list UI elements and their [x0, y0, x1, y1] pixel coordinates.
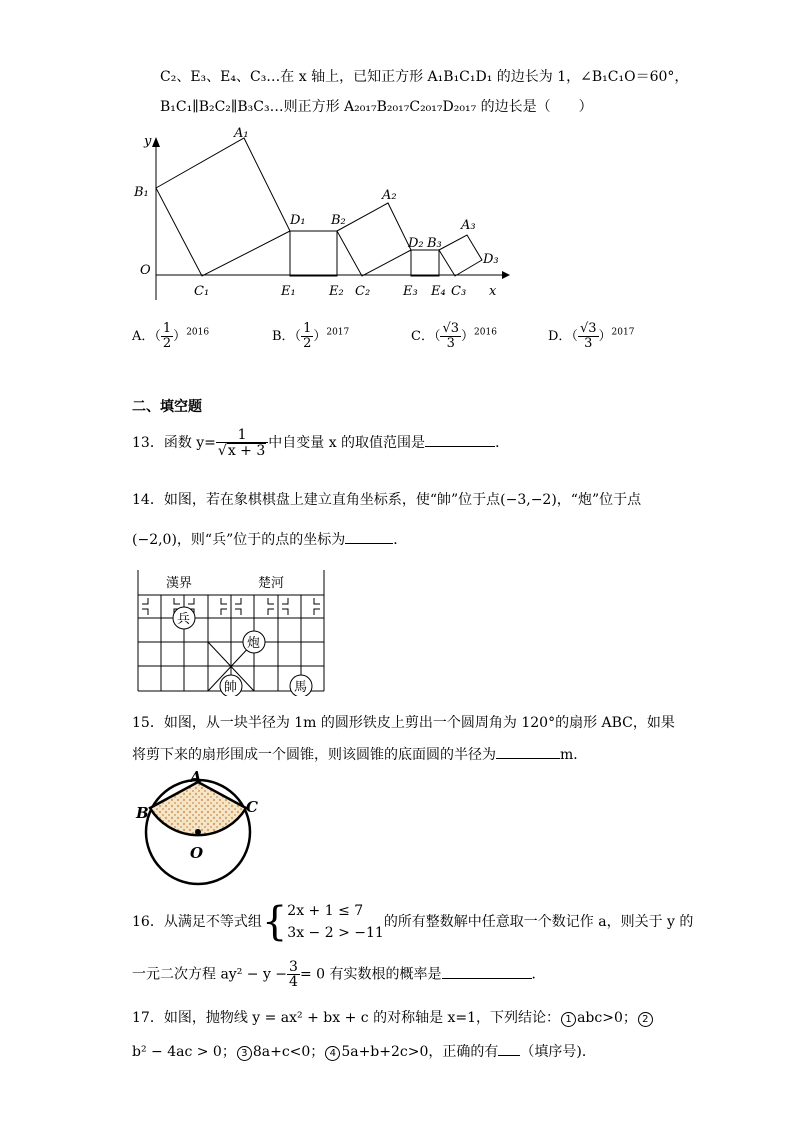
option-d-fraction [578, 322, 599, 351]
q15-answer-blank[interactable] [496, 758, 560, 759]
piece-bing: 兵 [177, 612, 191, 627]
option-d-exp: 2017 [611, 327, 635, 338]
option-c-num: √3 [442, 321, 460, 336]
option-c-letter: C．（ [411, 329, 441, 344]
section-title: 二、填空题 [132, 399, 202, 415]
q17-stmt-4: 5a+b+2c>0，正确的有 [341, 1044, 499, 1060]
board-label-left: 漢界 [166, 576, 193, 591]
label-x: x [489, 284, 497, 299]
option-d-letter: D．（ [548, 329, 578, 344]
q15-line2 [132, 745, 587, 765]
q17-line1 [132, 1008, 654, 1028]
q16-eq-right: = 0 有实数根的概率是 [299, 966, 442, 983]
q17-stmt-3: 8a+c<0； [252, 1044, 325, 1060]
sector-figure [134, 768, 264, 890]
q16-brace: { [261, 899, 288, 945]
q16-fnum: 3 [289, 959, 298, 975]
q16-system [287, 900, 384, 944]
label-A3: A₃ [461, 218, 476, 233]
option-a-num: 1 [162, 321, 172, 336]
q13-end: ． [495, 435, 510, 451]
q17-marker-2: 2 [638, 1012, 653, 1027]
label-E3: E₃ [403, 284, 418, 299]
q16-end: ． [531, 966, 546, 983]
label-E2: E₂ [329, 284, 344, 299]
label-E4: E₄ [431, 284, 446, 299]
square-between-2 [411, 250, 439, 276]
square-3 [439, 235, 482, 276]
label-E1: E₁ [281, 284, 296, 299]
option-a [132, 322, 209, 351]
q14-end: ． [393, 532, 408, 548]
q14-coord2: (−2,0) [132, 532, 177, 548]
q16-line2 [132, 960, 546, 989]
square-1 [156, 138, 290, 276]
option-a-exp: 2016 [186, 327, 210, 338]
q13-num: 1 [216, 428, 268, 443]
x-arrow [502, 271, 510, 279]
q12-line2: B₁C₁∥B₂C₂∥B₃C₃…则正方形 A₂₀₁₇B₂₀₁₇C₂₀₁₇D₂₀₁₇ 的边长是（ ） [160, 99, 593, 115]
q16-eq-left: 一元二次方程 ay² − y − [132, 966, 288, 983]
label-B3: B₃ [427, 236, 442, 251]
label-B1: B₁ [134, 185, 149, 200]
piece-shuai: 帥 [224, 680, 238, 695]
label-C3: C₃ [451, 284, 467, 299]
option-b-close: ） [313, 329, 327, 344]
label-A1: A₁ [234, 126, 249, 141]
q13-prefix: 13．函数 y= [132, 435, 216, 451]
q16-ineq1: 2x + 1 ≤ 7 [287, 903, 364, 919]
piece-pao: 炮 [247, 636, 261, 651]
q17-stmt-2: b² − 4ac > 0； [132, 1044, 236, 1060]
option-d-num: √3 [579, 321, 597, 336]
q12-line1: C₂、E₃、E₄、C₃…在 x 轴上，已知正方形 A₁B₁C₁D₁ 的边长为 1，∠B₁C₁O＝60°， [160, 69, 689, 85]
option-a-den: 2 [162, 336, 172, 351]
label-A: A [190, 768, 202, 786]
q15-unit: m． [560, 747, 588, 763]
option-b-letter: B．（ [272, 329, 302, 344]
q14-line2 [132, 530, 407, 550]
option-a-fraction [161, 322, 173, 351]
q17-line2 [132, 1042, 596, 1062]
board-label-right: 楚河 [258, 576, 285, 591]
q17-answer-blank[interactable] [498, 1055, 520, 1056]
q13-den: √x + 3 [217, 443, 266, 459]
sector [150, 782, 246, 835]
option-c-close: ） [461, 329, 475, 344]
q13 [132, 428, 509, 458]
option-c [411, 322, 497, 351]
y-arrow [152, 137, 160, 147]
q14-coord1: (−3,−2) [500, 492, 557, 508]
label-C: C [246, 798, 258, 816]
option-a-letter: A．（ [132, 329, 161, 344]
q13-radicand: x + 3 [227, 443, 266, 459]
q17-marker-4: 4 [325, 1046, 340, 1061]
q17-text: 17．如图，抛物线 y = ax² + bx + c 的对称轴是 x=1，下列结论： [132, 1010, 561, 1026]
q17-stmt-1: abc>0； [577, 1010, 637, 1026]
option-b-exp: 2017 [326, 327, 350, 338]
option-b-den: 2 [303, 336, 312, 351]
label-O: O [140, 263, 151, 278]
q16-ineq2: 3x − 2 > −11 [287, 925, 384, 941]
q16-fraction [287, 960, 300, 989]
option-b-fraction [301, 322, 313, 351]
q17-end: （填序号)． [520, 1044, 596, 1060]
option-b-num: 1 [303, 321, 312, 336]
q16-line1 [132, 900, 693, 944]
q14-line1 [132, 490, 641, 510]
squares-figure [130, 125, 510, 305]
q17-marker-1: 1 [561, 1012, 576, 1027]
label-D2: D₂ [408, 236, 424, 251]
square-between-1 [290, 231, 337, 276]
q16-prefix: 16．从满足不等式组 [132, 914, 262, 930]
q14-text2: ，“炮”位于点 [556, 492, 642, 508]
q17-marker-3: 3 [237, 1046, 252, 1061]
chess-board [134, 566, 330, 696]
label-A2: A₂ [382, 188, 397, 203]
label-C2: C₂ [355, 284, 371, 299]
label-C1: C₁ [194, 284, 210, 299]
q14-text3: ，则“兵”位于的点的坐标为 [176, 532, 346, 548]
q13-fraction [216, 428, 268, 458]
square-2 [337, 203, 411, 276]
q16-mid: 的所有整数解中任意取一个数记作 a，则关于 y 的 [383, 914, 694, 930]
label-B2: B₂ [331, 213, 346, 228]
option-c-den: 3 [446, 336, 455, 351]
option-c-fraction [440, 322, 461, 351]
option-d [548, 322, 634, 351]
label-D3: D₃ [483, 252, 499, 267]
q16-answer-blank[interactable] [442, 978, 532, 979]
q14-answer-blank[interactable] [345, 543, 393, 544]
option-a-close: ） [173, 329, 187, 344]
option-d-close: ） [598, 329, 612, 344]
q13-suffix: 中自变量 x 的取值范围是 [268, 435, 426, 451]
label-O: O [190, 844, 204, 862]
label-D1: D₁ [290, 213, 306, 228]
option-b [272, 322, 349, 351]
option-d-den: 3 [584, 336, 593, 351]
q14-text1: 14．如图，若在象棋棋盘上建立直角坐标系，使“帥”位于点 [132, 492, 501, 508]
label-y: y [144, 134, 152, 149]
option-c-exp: 2016 [474, 327, 497, 338]
q15-line1: 15．如图，从一块半径为 1m 的圆形铁皮上剪出一个圆周角为 120°的扇形 ABC，如果 [132, 715, 675, 731]
piece-ma: 馬 [294, 680, 308, 695]
q15-text: 将剪下来的扇形围成一个圆锥，则该圆锥的底面圆的半径为 [132, 747, 496, 763]
q13-answer-blank[interactable] [425, 446, 495, 447]
label-B: B [136, 804, 149, 822]
q16-fden: 4 [289, 974, 298, 990]
